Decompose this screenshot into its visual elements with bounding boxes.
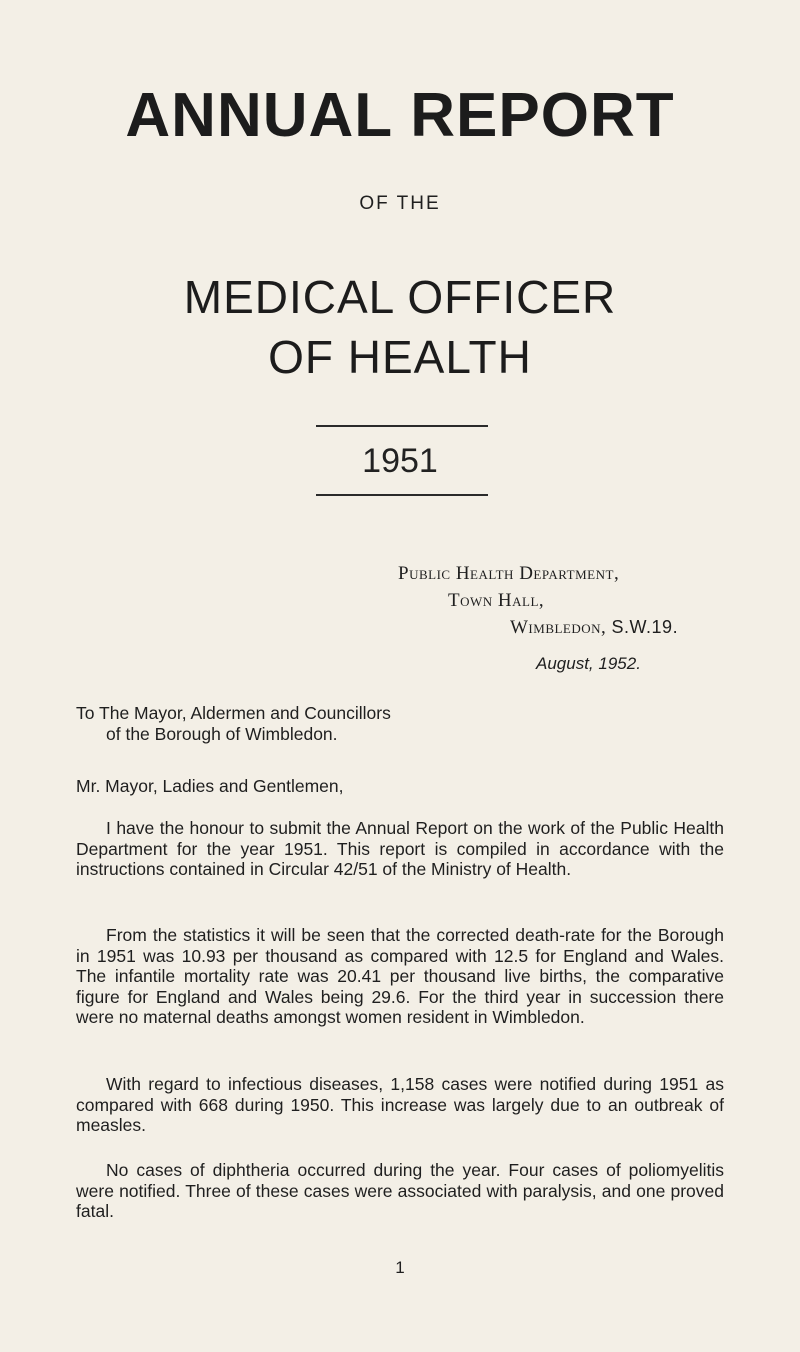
address-town — [510, 617, 678, 639]
subtitle-line-2: OF HEALTH — [268, 331, 532, 383]
greeting: Mr. Mayor, Ladies and Gentlemen, — [76, 776, 344, 796]
page-number: 1 — [395, 1258, 405, 1277]
paragraph: With regard to infectious diseases, 1,158 cases were notified during 1951 as compared with 668 during 1950. This increase was largely due to an outbreak of measles. — [76, 1074, 724, 1135]
report-title: ANNUAL REPORT — [125, 81, 675, 150]
divider-bottom — [316, 494, 488, 496]
salutation-line-2: of the Borough of Wimbledon. — [106, 724, 338, 744]
address-department: Public Health Department, — [398, 563, 620, 584]
paragraph: I have the honour to submit the Annual Report on the work of the Public Health Department for the year 1951. This report is compiled in accordance with the instructions contained in Circular 42/51 of the Ministry of Health. — [76, 818, 724, 879]
report-year: 1951 — [362, 442, 438, 480]
address-town-name: Wimbledon, — [510, 617, 607, 638]
paragraph: From the statistics it will be seen that the corrected death-rate for the Borough in 1951 was 10.93 per thousand as compared with 12.5 for England and Wales. The infantile mortality rate was 20.41 per thousand live births, the comparative figure for England and Wales being 29.6. For the third year in succession there were no maternal deaths amongst women resident in Wimbledon. — [76, 925, 724, 1027]
title-connector: OF THE — [359, 193, 441, 214]
paragraph: No cases of diphtheria occurred during the year. Four cases of poliomyelitis were notified. Three of these cases were associated with paralysis, and one proved fatal. — [76, 1160, 724, 1221]
letter-date: August, 1952. — [536, 654, 641, 673]
subtitle-line-1: MEDICAL OFFICER — [183, 271, 617, 323]
divider-top — [316, 425, 488, 427]
address-postcode: S.W.19. — [611, 617, 679, 637]
address-town-hall: Town Hall, — [448, 590, 545, 611]
salutation-line-1: To The Mayor, Aldermen and Councillors — [76, 703, 391, 723]
